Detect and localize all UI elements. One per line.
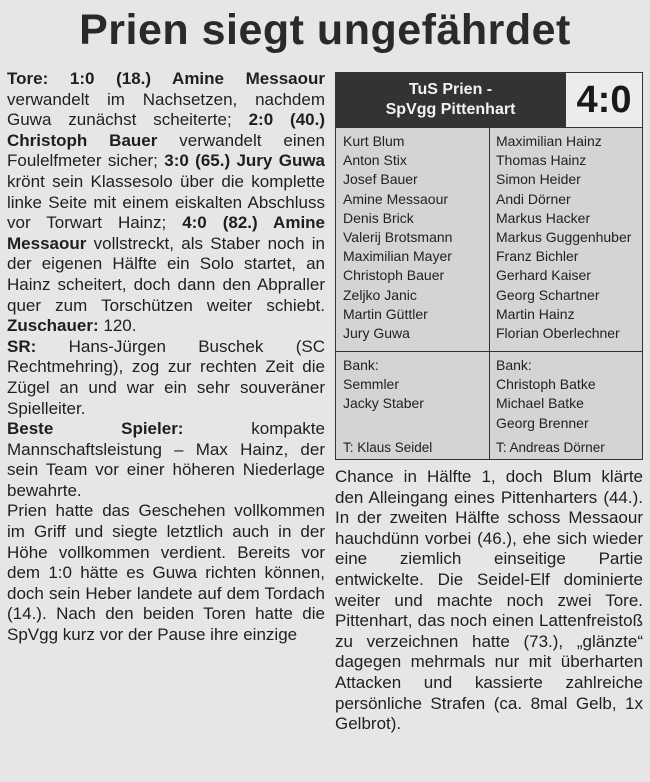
away-bench (489, 352, 642, 459)
text-run: krönt sein Klassesolo über die komplette linke Seite mit einem eiskalten Abschluss vor Torwart Hainz; (7, 171, 325, 233)
bold-run: 2:0 (40.) Christoph Bauer (7, 110, 326, 150)
report-continued-paragraph (335, 467, 643, 735)
report-paragraph (7, 501, 325, 645)
bold-run: Tore: 1:0 (18.) Amine Messaour (7, 69, 325, 88)
bold-run: SR: (7, 336, 37, 356)
player-name: Franz Bichler (496, 248, 579, 265)
goals-paragraph (7, 69, 325, 337)
bold-run: Beste Spieler: (7, 419, 184, 439)
teams-label (336, 73, 565, 127)
player-name: Semmler (343, 376, 400, 393)
away-bench-list (496, 356, 642, 433)
player-name: Maximilian Mayer (343, 248, 452, 265)
player-name: Anton Stix (343, 152, 407, 169)
away-lineup (489, 128, 642, 351)
headline: Prien siegt ungefährdet (79, 6, 571, 54)
best-players-paragraph (7, 419, 325, 501)
player-name: Michael Batke (496, 395, 584, 412)
match-info-box (335, 72, 643, 460)
player-name: Amine Messaour (343, 190, 449, 207)
player-name: Kurt Blum (343, 133, 405, 149)
player-name: Georg Brenner (496, 414, 589, 431)
player-name: Markus Hacker (496, 209, 591, 226)
player-name: Thomas Hainz (496, 152, 587, 169)
player-name: Bank: (496, 357, 532, 373)
away-team-name: SpVgg Pittenhart (385, 101, 516, 118)
player-name: Christoph Bauer (343, 267, 445, 284)
referee-paragraph (7, 337, 325, 419)
lineups (336, 127, 642, 351)
home-team-name: TuS Prien - (408, 81, 493, 98)
text-run: verwandelt im Nachsetzen, nachdem Guwa zunächst scheiterte; (7, 89, 325, 130)
text-run: Hans-Jürgen Buschek (SC Rechtmehring), zog zur rechten Zeit die Zügel an und war ein sehr souveräner Spielleiter. (7, 336, 325, 418)
bold-run: 4:0 (82.) Amine Messaour (7, 213, 326, 253)
player-name: Georg Schartner (496, 286, 600, 303)
player-name: Jury Guwa (343, 325, 410, 342)
player-name: Martin Hainz (496, 305, 575, 322)
final-score: 4:0 (565, 73, 642, 127)
player-name: Markus Guggenhuber (496, 229, 632, 246)
match-header (336, 73, 642, 127)
player-name: Jacky Staber (343, 395, 424, 412)
bold-run: Zuschauer: (7, 316, 99, 336)
player-name: Gerhard Kaiser (496, 267, 591, 284)
text-run: verwandelt einen Foulelfmeter sicher; (7, 130, 325, 171)
text-run: vollstreckt, als Staber noch in der eigenen Hälfte ein Solo startet, an Hainz scheitert, doch dann den Abpraller quer zum Torschützen weiter schiebt. (7, 233, 325, 315)
bench-section (336, 351, 642, 459)
home-bench-list (343, 356, 489, 414)
text-run: kompakte Mannschaftsleistung – Max Hainz, der sein Team vor einer höheren Niederlage bewahrte. (7, 419, 325, 500)
text-run: Prien hatte das Geschehen vollkommen im Griff und siegte letztlich auch in der Höhe vollkommen verdient. Bereits vor dem 1:0 hätte es Guwa richten können, doch sein Heber landete auf dem Tordach (14.). Nach den beiden Toren hatte die SpVgg kurz vor der Pause ihre einzige (7, 501, 325, 645)
player-name: Florian Oberlechner (496, 325, 620, 342)
article-left-column (7, 69, 325, 646)
text-run: 120. (98, 316, 137, 336)
player-name: Josef Bauer (343, 171, 418, 188)
player-name: Martin Güttler (343, 305, 428, 322)
article-right-column (335, 467, 643, 735)
player-name: Simon Heider (496, 171, 581, 188)
text-run: Chance in Hälfte 1, doch Blum klärte den Alleingang eines Pittenharters (44.). In der zweiten Hälfte schoss Messaour hauchdünn vorbei (46.), ehe sich wieder eine ziemlich einseitige Partie entwickelte. Die Seidel-Elf dominierte weiter und machte noch zwei Tore. Pittenhart, das noch einen Lattenfreistoß zu verzeichnen hatte (73.), „glänzte“ dagegen mehrmals nur mit überharten Attacken und kassierte zahlreiche persönliche Strafen (ca. 8mal Gelb, 1x Gelbrot). (335, 467, 643, 734)
player-name: Andi Dörner (496, 190, 571, 207)
home-coach: T: Klaus Seidel (343, 439, 433, 455)
home-lineup (336, 128, 489, 351)
player-name: Christoph Batke (496, 376, 596, 393)
player-name: Maximilian Hainz (496, 133, 602, 149)
home-bench (336, 352, 489, 459)
player-name: Denis Brick (343, 209, 414, 226)
player-name: Zeljko Janic (343, 286, 417, 303)
bold-run: 3:0 (65.) Jury Guwa (164, 151, 326, 171)
away-coach: T: Andreas Dörner (496, 439, 605, 455)
player-name: Valerij Brotsmann (343, 229, 453, 246)
player-name: Bank: (343, 357, 379, 373)
